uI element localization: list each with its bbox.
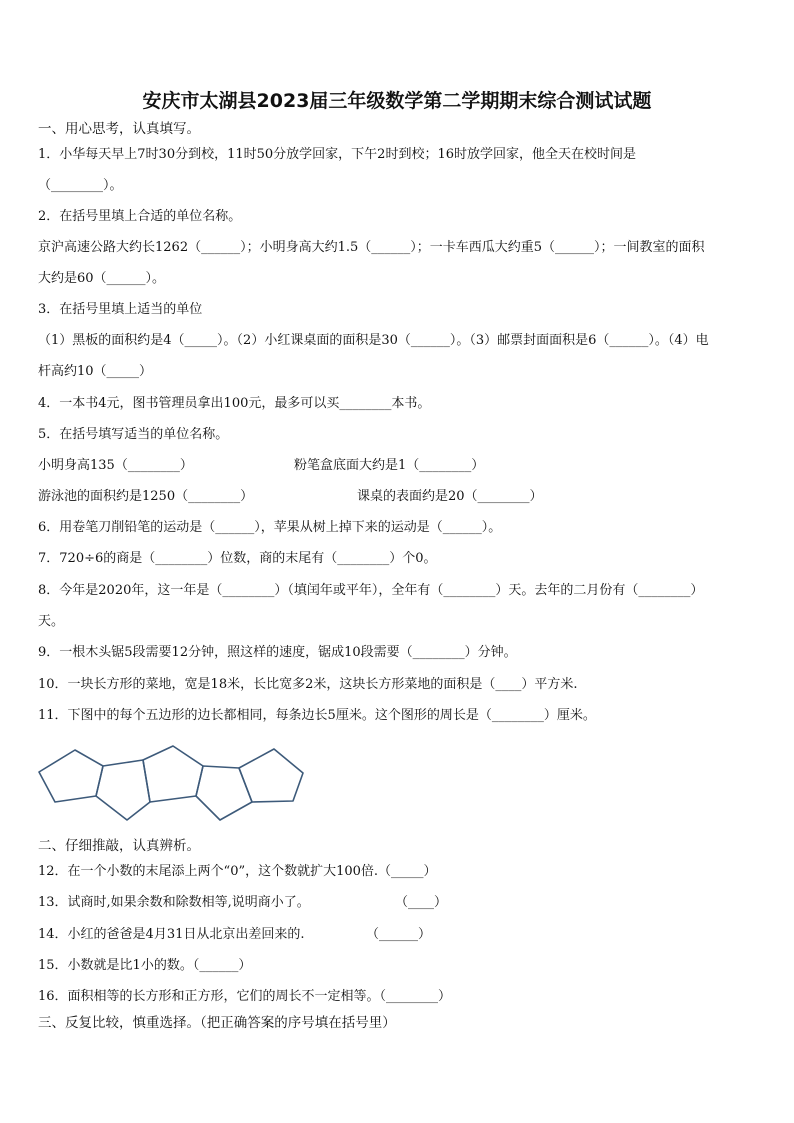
question-3-line-1: （1）黑板的面积约是4（_____）。（2）小红课桌面的面积是30（______）。（3）邮票封面面积是6（______）。（4）电	[38, 333, 709, 348]
question-13-answer-blank: （____）	[395, 895, 448, 910]
question-6: 6．用卷笔刀削铅笔的运动是（______），苹果从树上掉下来的运动是（______）。	[38, 520, 502, 535]
section-heading-3: 三、反复比较，慎重选择。（把正确答案的序号填在括号里）	[38, 1015, 396, 1031]
question-2: 2．在括号里填上合适的单位名称。	[38, 209, 242, 224]
question-12: 12．在一个小数的末尾添上两个“0”，这个数就扩大100倍.（_____）	[38, 864, 437, 879]
question-3: 3．在括号里填上适当的单位	[38, 302, 203, 317]
question-10: 10．一块长方形的菜地，宽是18米，长比宽多2米，这块长方形菜地的面积是（____）平方米.	[38, 677, 578, 692]
question-13: 13．试商时,如果余数和除数相等,说明商小了。	[38, 895, 310, 910]
question-14: 14．小红的爸爸是4月31日从北京出差回来的.	[38, 927, 305, 942]
question-5: 5．在括号填写适当的单位名称。	[38, 427, 229, 442]
pentagon-5	[239, 749, 303, 802]
question-11: 11．下图中的每个五边形的边长都相同，每条边长5厘米。这个图形的周长是（________）厘米。	[38, 708, 596, 723]
pentagon-3	[143, 746, 203, 802]
question-1-answer-blank: （________）。	[38, 178, 123, 193]
pentagon-4	[196, 766, 252, 820]
question-8: 8．今年是2020年，这一年是（________）（填闰年或平年），全年有（________）天。去年的二月份有（________）	[38, 583, 704, 598]
pentagon-1	[39, 750, 103, 802]
section-heading-1: 一、用心思考，认真填写。	[38, 121, 200, 137]
question-9: 9．一根木头锯5段需要12分钟，照这样的速度，锯成10段需要（________）分钟。	[38, 645, 517, 660]
pentagons-figure	[36, 744, 308, 828]
section-heading-2: 二、仔细推敲，认真辨析。	[38, 838, 200, 854]
page-title: 安庆市太湖县2023届三年级数学第二学期期末综合测试试题	[142, 90, 652, 112]
question-16: 16．面积相等的长方形和正方形，它们的周长不一定相等。（________）	[38, 989, 452, 1004]
question-15: 15．小数就是比1小的数。（______）	[38, 958, 252, 973]
question-1: 1．小华每天早上7时30分到校，11时50分放学回家，下午2时到校；16时放学回家，他全天在校时间是	[38, 147, 636, 162]
question-3-line-2: 杆高约10（_____）	[38, 364, 153, 379]
pentagon-2	[96, 760, 150, 820]
question-4: 4．一本书4元，图书管理员拿出100元，最多可以买________本书。	[38, 396, 431, 411]
question-14-answer-blank: （______）	[366, 927, 432, 942]
question-5-item-4: 课桌的表面约是20（________）	[357, 489, 543, 504]
question-5-item-3: 游泳池的面积约是1250（________）	[38, 489, 254, 504]
question-7: 7．720÷6的商是（________）位数，商的末尾有（________）个0。	[38, 551, 437, 566]
question-5-item-2: 粉笔盒底面大约是1（________）	[294, 458, 485, 473]
question-8-line-2: 天。	[38, 614, 65, 629]
question-2-line-1: 京沪高速公路大约长1262（______）；小明身高大约1.5（______）；一卡车西瓜大约重5（______）；一间教室的面积	[38, 240, 705, 255]
question-5-item-1: 小明身高135（________）	[38, 458, 193, 473]
question-2-line-2: 大约是60（______）。	[38, 271, 166, 286]
